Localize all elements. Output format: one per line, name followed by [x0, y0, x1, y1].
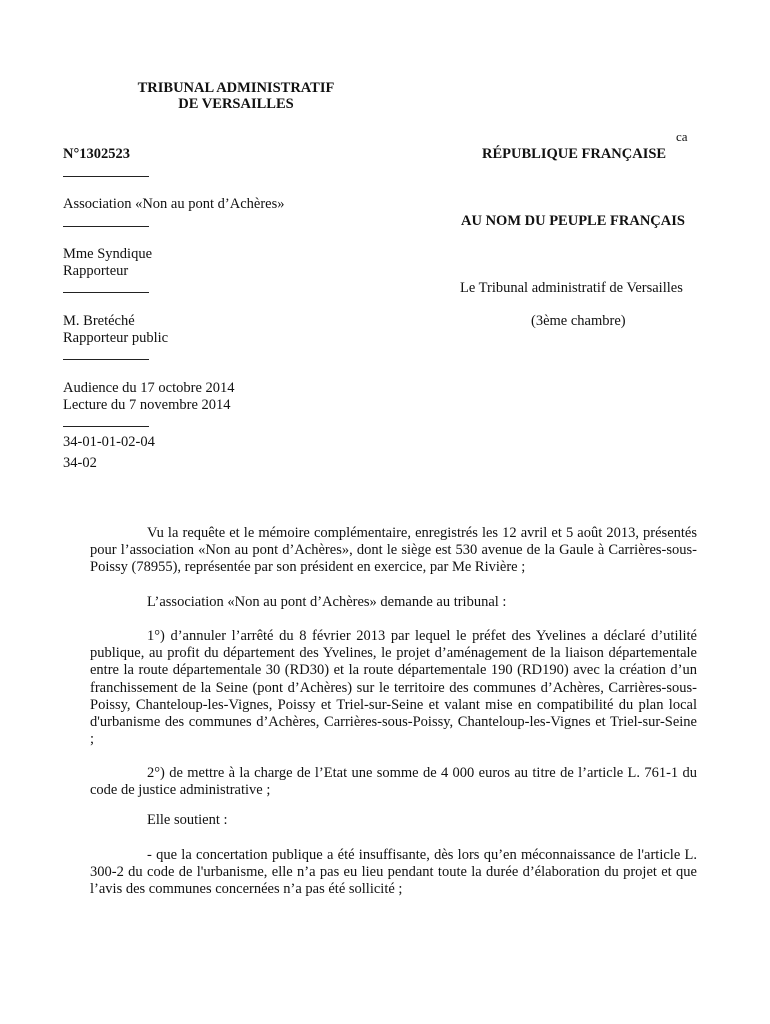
in-name-heading: AU NOM DU PEUPLE FRANÇAIS	[461, 213, 685, 229]
public-rapporteur-title: Rapporteur public	[63, 330, 169, 346]
classification-code: 34-01-01-02-04	[63, 434, 155, 450]
paragraph-arguments-intro: Elle soutient :	[147, 812, 228, 828]
separator-rule	[63, 176, 149, 177]
paragraph-request: Vu la requête et le mémoire complémentaire, enregistrés les 12 avril et 5 août 2013, présentés pour l’association «Non au pont d’Achères», dont le siège est 530 avenue de la Gaule à Carrières-sous-Poissy (78955), représentée par son président en exercice, par Me Rivière ;	[90, 525, 697, 576]
republic-heading: RÉPUBLIQUE FRANÇAISE	[482, 146, 667, 162]
court-name-line2: DE VERSAILLES	[178, 96, 294, 112]
classification-code: 34-02	[63, 455, 97, 471]
separator-rule	[63, 292, 149, 293]
chamber-line: (3ème chambre)	[531, 313, 626, 329]
paragraph-point-2: 2°) de mettre à la charge de l’Etat une somme de 4 000 euros au titre de l’article L. 761-1 du code de justice administrative ;	[90, 765, 697, 799]
separator-rule	[63, 426, 149, 427]
reading-date: Lecture du 7 novembre 2014	[63, 397, 231, 413]
paragraph-point-1: 1°) d’annuler l’arrêté du 8 février 2013 par lequel le préfet des Yvelines a déclaré d’utilité publique, au profit du département des Yvelines, le projet d’aménagement de la liaison départementale entre la route départementale 30 (RD30) et la route départementale 190 (RD190) avec la création d’un franchissement de la Seine (pont d’Achères) sur le territoire des communes d’Achères, Carrières-sous-Poissy, Chanteloup-les-Vignes, Poissy et Triel-sur-Seine et valant mise en compatibilité du plan local d'urbanisme des communes d’Achères, Carrières-sous-Poissy, Chanteloup-les-Vignes et Triel-sur-Seine ;	[90, 628, 697, 748]
separator-rule	[63, 359, 149, 360]
hearing-date: Audience du 17 octobre 2014	[63, 380, 235, 396]
document-mark: ca	[676, 129, 688, 144]
case-number: N°1302523	[63, 146, 131, 162]
court-name-line1: TRIBUNAL ADMINISTRATIF	[137, 80, 335, 96]
paragraph-demand: L’association «Non au pont d’Achères» demande au tribunal :	[147, 594, 507, 610]
public-rapporteur-name: M. Bretéché	[63, 313, 135, 329]
rapporteur-name: Mme Syndique	[63, 246, 153, 262]
paragraph-argument-1: - que la concertation publique a été insuffisante, dès lors qu’en méconnaissance de l'article L. 300-2 du code de l'urbanisme, elle n’a pas eu lieu pendant toute la durée d’élaboration du projet et que l’avis des communes concernées n’a pas été sollicité ;	[90, 847, 697, 898]
party-name: Association «Non au pont d’Achères»	[63, 196, 285, 212]
separator-rule	[63, 226, 149, 227]
tribunal-line: Le Tribunal administratif de Versailles	[460, 280, 683, 296]
rapporteur-title: Rapporteur	[63, 263, 129, 279]
